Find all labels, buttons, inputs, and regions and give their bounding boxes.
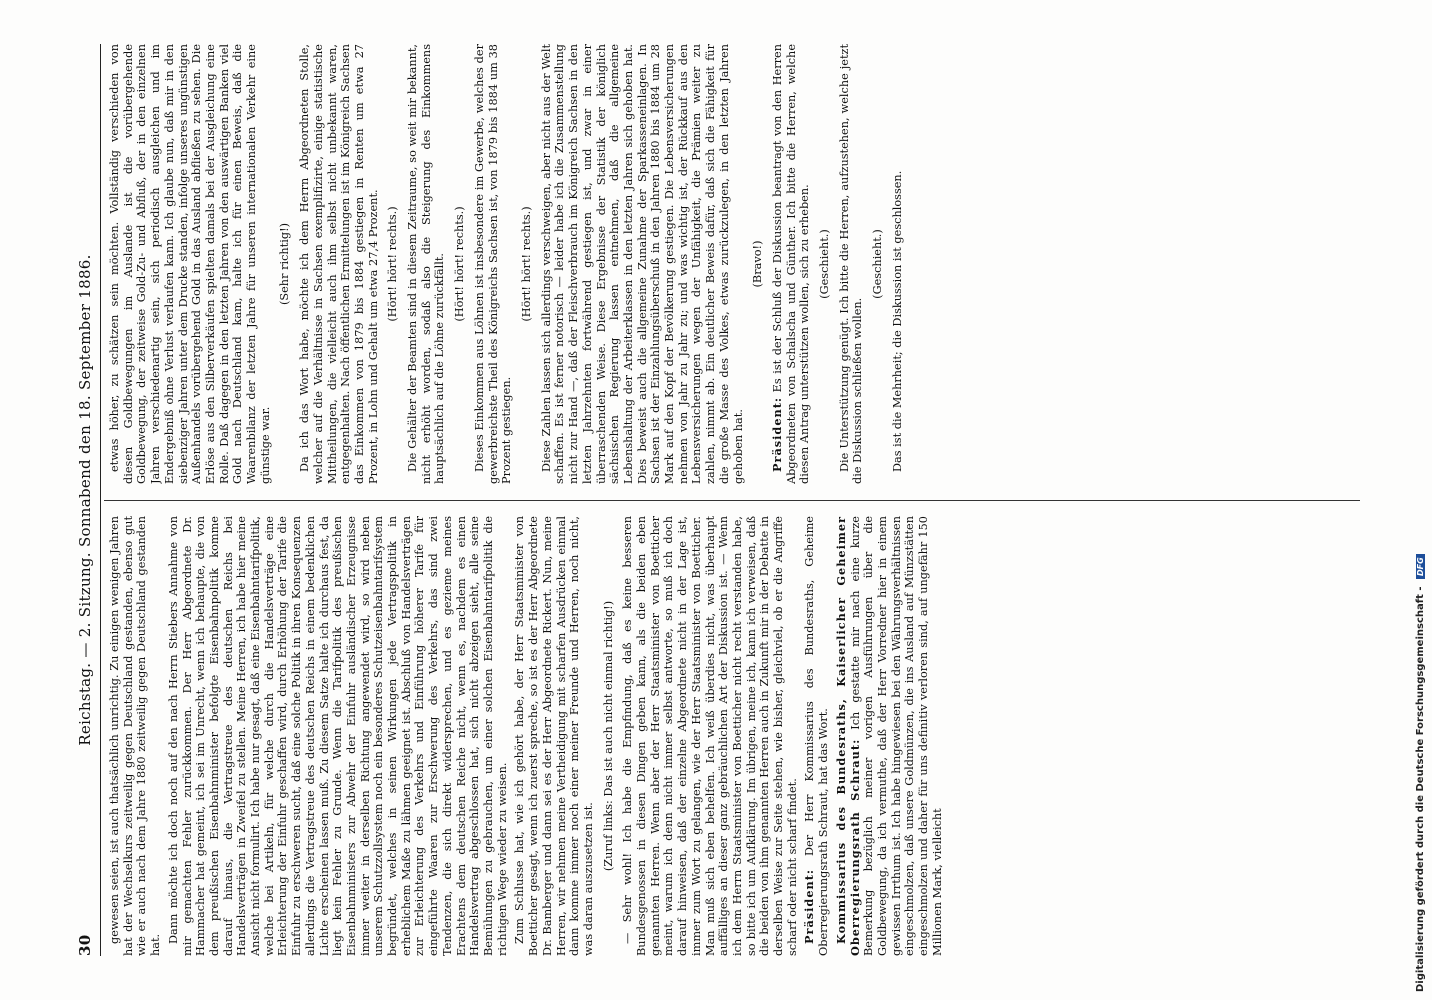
paragraph — [540, 44, 746, 484]
paragraph-text: Es ist der Schluß der Diskussion beantragt von den Herren Abgeordneten von Schalscha und Günther. Ich bitte die Herren, welche diesen Antrag unterstützen wollen, sich zu erheben. — [770, 44, 812, 484]
stage-direction: (Geschieht.) — [871, 229, 885, 299]
paragraph — [838, 44, 865, 484]
stage-direction: (Hört! hört! rechts.) — [386, 206, 400, 322]
stage-direction: (Geschieht.) — [818, 229, 832, 299]
paragraph — [167, 516, 510, 956]
speech-paragraph — [835, 516, 945, 956]
page-header — [74, 44, 101, 956]
paragraph — [473, 44, 514, 484]
paragraph-text: Ich gestatte mir nach eine kurze Bemerkung bezüglich meiner vorigen Ausführungen über die Goldbewegung, da ich vermuthe, daß der Herr Vorredner hier in einem gewissen Irrthum ist. Ich habe hingewiesen bei den Währungsverhältnissen eingeschmolzen, daß unsere Goldmünzen, die ins Ausland auf Münzstätten eingeschmolzen und daher für uns definitiv verloren sind, auf ungefähr 150 Millionen Mark, vielleicht — [848, 516, 944, 956]
paragraph-text: Diese Zahlen lassen sich allerdings verschweigen, aber nicht aus der Welt schaffen. Es ist ferner notorisch — leider habe ich die Zusammenstellung nicht zur Hand —, daß der Fleischverbrauch im Königreich Sachsen in den letzten Jahrzehnten fortwährend gestiegen ist, und zwar in einer überraschenden Weise. Diese Ergebnisse der Statistik der königlich sächsischen Regierung lassen entnehmen, daß die allgemeine Lebenshaltung der Arbeiterklassen in den letzten Jahren sich gehoben hat. Dies beweist auch die allgemeine Zunahme der Sparkasseneinlagen. In Sachsen ist der Einzahlungsüberschuß in den Jahren 1880 bis 1884 um 28 Mark auf den Kopf der Bevölkerung gestiegen. Die Lebensversicherungen nehmen von Jahr zu Jahr zu; und was wichtig ist, der Rückkauf aus den Lebensversicherungen wegen der Unfähigkeit, die Prämien weiter zu zahlen, nimmt ab. Ein deutlicher Beweis dafür, daß sich die Fähigkeit für die große Masse des Volkes, etwas zurückzulegen, in den letzten Jahren gehoben hat. — [539, 44, 745, 484]
paragraph — [513, 516, 595, 956]
stage-direction: (Zuruf links: Das ist auch nicht einmal richtig!) — [601, 600, 615, 872]
paragraph-text: — Sehr wohl! Ich habe die Empfindung, daß es keine besseren Bundesgenossen in diesen Dingen geben kann, als die beiden eben genannten Herren. Wenn aber der Herr Staatsminister von Boetticher meint, warum ich denn nicht immer selbst antworte, so muß ich doch darauf hinweisen, daß der einzelne Abgeordnete nicht in der Lage ist, immer zum Wort zu gelangen, wie der Herr Staatsminister von Boetticher. Man muß sich eben behelfen. Ich weiß überdies nicht, was überhaupt auffälliges an dieser ganz gebräuchlichen Art der Diskussion ist. — Wenn ich dem Herrn Staatsminister von Boetticher nicht recht verstanden habe, so bitte ich um Aufklärung. Im übrigen, meine ich, kann ich verweisen, daß die beiden von ihm genannten Herren auch in Zukunft mir in der Debatte in derselben Weise zur Seite stehen, wie bisher, gleichviel, ob er die Angriffe scharf oder nicht scharf findet. — [621, 516, 799, 956]
speaker-name: Kommissarius des Bundesraths, Kaiserlicher Geheimer Oberregierungsrath Schraut: — [833, 516, 862, 956]
paragraph-text: Zum Schlusse hat, wie ich gehört habe, der Herr Staatsminister von Boetticher gesagt, wenn ich zuerst spreche, so ist es der Herr Abgeordnete Dr. Bamberger und dann sei es der Herr Abgeordnete Rickert. Nun, meine Herren, wir nehmen meine Vertheidigung mit scharfen Ausdrücken einmal dann komme immer noch einer meiner Freunde und Herren, noch nicht, was daran auszusetzen ist. — [513, 516, 595, 956]
speech-paragraph — [771, 44, 812, 484]
paragraph-text: Dieses Einkommen aus Löhnen ist insbesondere im Gewerbe, welches der gewerbreichste Theil des Königreichs Sachsen ist, von 1879 bis 1884 um 38 Prozent gestiegen. — [472, 44, 514, 484]
paragraph — [108, 516, 163, 956]
stage-direction: (Hört! hört! rechts.) — [519, 206, 533, 322]
page-body — [108, 44, 1358, 956]
paragraph-text: Das ist die Mehrheit; die Diskussion ist geschlossen. — [890, 170, 904, 472]
paragraph-text: Dann möchte ich doch noch auf den nach Herrn Stiebers Annahme von mir gemachten Fehler zurückkommen. Der Herr Abgeordnete Dr. Hammacher hat gemeint, ich sei im Unrecht, wenn ich behaupte, die von dem preußischen Eisenbahnminister befolgte Eisenbahnpolitik komme darauf hinaus, die Vertragstreue des deutschen Reichs bei Handelsverträgen in Zweifel zu stellen. Meine Herren, ich habe hier meine Ansicht nicht formulirt. Ich habe nur gesagt, daß eine Eisenbahntarifpolitik, welche bei Artikeln, für welche durch die Handelsverträge eine Erleichterung der Einfuhr geschaffen wird, durch Erhöhung der Tarife die Einfuhr zu erschweren sucht, daß eine solche Politik in ihren Konsequenzen allerdings die Vertragstreue des deutschen Reichs in einem bedenklichen Lichte erscheinen lassen muß. Zu diesem Satze halte ich durchaus fest, da liegt kein Fehler zu Grunde. Wenn die Tarifpolitik des preußischen Eisenbahnministers zur Abwehr der Einfuhr ausländischer Erzeugnisse immer weiter in derselben Richtung angewendet wird, so wird neben unserem Schutzzollsystem noch ein besonderes Schutzeisenbahntarifsystem begründet, welches in seinen Wirkungen jede Vertragspolitik in erheblichem Maße zu lähmen geeignet ist. Abschluß von Handelsverträgen zur Erleichterung des Verkehrs und Einführung höherer Tarife für eingeführte Waaren zur Erschwerung des Verkehrs, das sind zwei Tendenzen, die sich direkt widersprechen, und es gezieme meines Erachtens dem deutschen Reiche nicht, wenn es, nachdem es einen Handelsvertrag abgeschlossen hat, sich nicht abzeigen sieht, alle seine Bemühungen zu gebrauchen, um einer solchen Eisenbahntarifpolitik die richtigen Wege wieder zu weisen. — [166, 516, 509, 956]
paragraph-text: Die Unterstützung genügt. Ich bitte die Herren, aufzustehen, welche jetzt die Diskussion schließen wollen. — [837, 44, 865, 484]
paragraph — [298, 44, 380, 484]
column-divider — [104, 500, 1360, 501]
margin-credit — [1412, 0, 1432, 1000]
stage-direction: (Bravo!) — [751, 240, 765, 288]
speaker-name: Präsident: — [769, 396, 784, 472]
dfg-badge: DFG — [1416, 554, 1425, 579]
paragraph-text: Der Herr Kommissarius des Bundesraths, Geheime Oberregierungsrath Schraut, hat das Wort. — [803, 516, 831, 956]
speech-paragraph — [803, 516, 830, 956]
paragraph — [406, 44, 447, 484]
stage-direction: (Hört! hört! rechts.) — [453, 206, 467, 322]
right-column — [108, 44, 1358, 484]
paragraph — [891, 44, 905, 484]
paragraph — [108, 44, 272, 484]
running-title: Reichstag. — 2. Sitzung. Sonnabend den 18. September 1886. — [76, 254, 94, 746]
paragraph-text: Da ich das Wort habe, möchte ich dem Herrn Abgeordneten Stolle, welcher auf die Verhältnisse in Sachsen exemplifizirte, einige statistische Mittheilungen, die vielleicht auch ihm selbst nicht unbekannt waren, entgegenhalten. Nach öffentlichen Ermittelungen ist im Königreich Sachsen das Einkommen von 1879 bis 1884 gestiegen in Renten um etwa 27 Prozent, in Lohn und Gehalt um etwa 27,4 Prozent. — [298, 44, 380, 484]
stage-direction: (Sehr richtig!) — [278, 222, 292, 306]
page-number: 30 — [76, 934, 94, 956]
paragraph-text: etwas höher, zu schätzen sein möchten. Vollständig verschieden von diesen Goldbewegungen im Auslande ist die vorübergehende Goldbewegung, der zeitweise Gold-Zu- und Abfluß, der in den einzelnen Jahren verschiedenartig sein, sich periodisch ausgleichen und im Endergebniß ohne Verlust verlaufen kann. Ich glaube nun, daß mir in den siebenziger Jahren unter dem Drucke standen, infolge unseres ungünstigen Außenhandels vorübergehend Gold in das Ausland abfließen zu sehen. Die Erlöse aus den Silberverkäufen spielten damals bei der Ausgleichung eine Rolle. Daß dagegen in den letzten Jahren von den auswärtigen Banken viel Gold nach Deutschland kam, halte ich für einen Beweis, daß die Waarenbilanz der letzten Jahre für unseren internationalen Verkehr eine günstige war. — [108, 44, 272, 484]
speaker-name: Präsident: — [802, 868, 817, 944]
paragraph-text: gewesen seien, ist auch thatsächlich unrichtig. Zu einigen wenigen Jahren hat der Wechselkurs zeitweilig gegen Deutschland gestanden, ebenso gut wie er auch nach dem Jahre 1880 zeitweilig gegen Deutschland gestanden hat. — [108, 516, 163, 956]
paragraph — [621, 516, 799, 956]
paragraph-text: Die Gehälter der Beamten sind in diesem Zeitraume, so weit mir bekannt, nicht erhöht worden, sodaß also die Steigerung des Einkommens hauptsächlich auf die Löhne zurückfällt. — [406, 44, 447, 484]
digitization-credit: Digitalisierung gefördert durch die Deutsche Forschungsgemeinschaft - — [1415, 586, 1426, 992]
left-column — [108, 516, 1358, 956]
